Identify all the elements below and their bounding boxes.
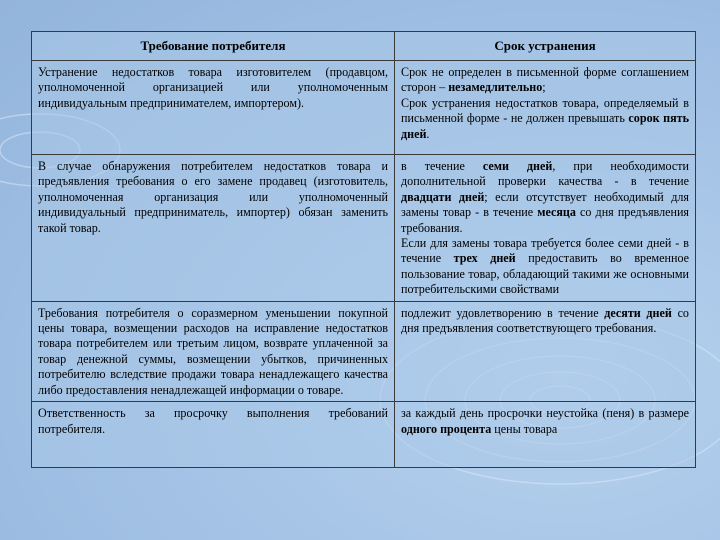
header-requirement: Требование потребителя bbox=[32, 32, 395, 61]
requirement-cell: Устранение недостатков товара изготовителем (продавцом, уполномоченной организацией или уполномоченным индивидуальным предпринимателем, импортером). bbox=[32, 61, 395, 155]
consumer-requirements-table bbox=[31, 31, 696, 468]
term-bold: сорок пять дней bbox=[401, 111, 690, 141]
table-row bbox=[32, 155, 696, 302]
term-text: ; если отсутствует необходимый для замены товар - в течение bbox=[401, 189, 689, 220]
term-bold: десяти дней bbox=[604, 305, 672, 320]
term-text: Срок не определен в письменной форме соглашением сторон – bbox=[401, 65, 689, 95]
term-text: цены товара bbox=[491, 421, 558, 436]
term-bold: трех дней bbox=[453, 251, 516, 266]
term-text: ; bbox=[542, 80, 546, 95]
term-text: предоставить во временное пользование товар, обладающий такими же основными потребительскими свойствами bbox=[401, 251, 690, 297]
term-text: , при необходимости дополнительной проверки качества - в течение bbox=[401, 159, 689, 189]
term-text: со дня предъявления соответствующего требования. bbox=[401, 305, 689, 336]
term-cell bbox=[395, 301, 696, 401]
term-text: . bbox=[426, 126, 430, 141]
term-bold: незамедлительно bbox=[448, 80, 543, 95]
header-term: Срок устранения bbox=[395, 32, 696, 61]
table-row bbox=[32, 402, 696, 468]
term-text: со дня предъявления требования. bbox=[401, 205, 689, 235]
requirement-cell: Ответственность за просрочку выполнения требований потребителя. bbox=[32, 402, 395, 468]
term-text: Срок устранения недостатков товара, определяемый в письменной форме - не должен превышать bbox=[401, 95, 689, 126]
term-text: в течение bbox=[401, 159, 483, 173]
requirement-cell: Требования потребителя о соразмерном уменьшении покупной цены товара, возмещении расходов на исправление недостатков товара потребителем или третьим лицом, возврате уплаченной за товар денежной суммы, возмещении убытков, причиненных потребителю вследствие продажи товара ненадлежащего качества либо предоставления ненадлежащей информации о товаре. bbox=[32, 301, 395, 401]
term-bold: двадцати дней bbox=[401, 189, 485, 204]
term-cell bbox=[395, 155, 696, 302]
term-text: Если для замены товара требуется более семи дней - в течение bbox=[401, 236, 689, 266]
table-header-row bbox=[32, 32, 696, 61]
term-text: за каждый день просрочки неустойка (пеня) в размере bbox=[401, 406, 689, 421]
table-row bbox=[32, 301, 696, 401]
term-bold: одного процента bbox=[401, 421, 492, 436]
term-bold: месяца bbox=[537, 205, 576, 220]
requirement-cell: В случае обнаружения потребителем недостатков товара и предъявления требования о его замене продавец (изготовитель, уполномоченная организация или уполномоченный индивидуальный предприниматель, импортер) обязан заменить такой товар. bbox=[32, 155, 395, 302]
table-row bbox=[32, 61, 696, 155]
term-cell bbox=[395, 402, 696, 468]
term-cell bbox=[395, 61, 696, 155]
term-bold: семи дней bbox=[482, 159, 553, 173]
term-text: подлежит удовлетворению в течение bbox=[401, 305, 605, 320]
